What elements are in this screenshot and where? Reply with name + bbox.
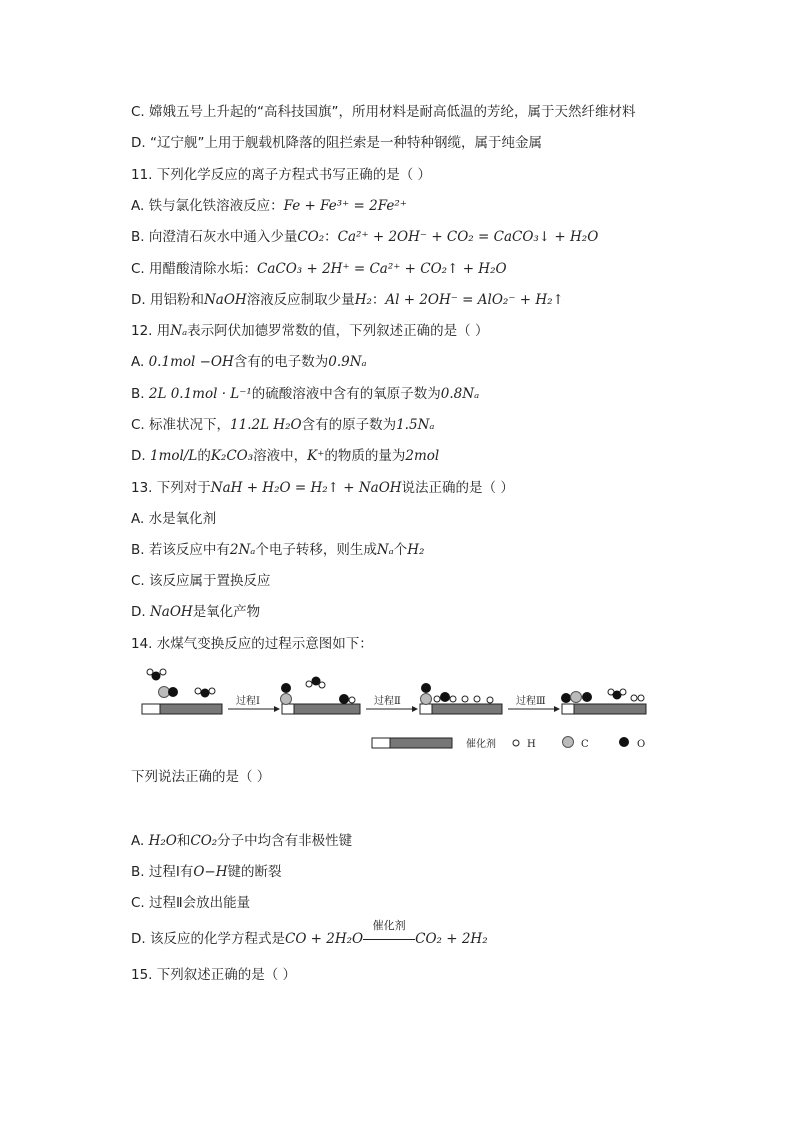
q13-option-a: A. 水是氧化剂 bbox=[131, 511, 217, 527]
q12-option-b bbox=[131, 385, 479, 403]
arrow-step-2 bbox=[366, 694, 418, 712]
label: ： bbox=[324, 229, 338, 245]
formula: CO₂ bbox=[190, 833, 218, 849]
catalyst-stage-1 bbox=[142, 704, 222, 714]
stage-1-molecules bbox=[147, 669, 215, 698]
formula: 1.5Nₐ bbox=[396, 417, 435, 433]
label: 含有的原子数为 bbox=[301, 417, 397, 433]
label: A. bbox=[131, 833, 149, 849]
stage-3-molecules bbox=[421, 683, 494, 705]
formula: K₂CO₃ bbox=[210, 448, 254, 464]
q13-option-b bbox=[131, 541, 424, 559]
equation: Fe + Fe³⁺ = 2Fe²⁺ bbox=[283, 198, 407, 214]
label: D. bbox=[131, 448, 150, 464]
legend-h: H bbox=[527, 739, 536, 750]
question-12 bbox=[131, 322, 488, 340]
formula: 11.2L H₂O bbox=[230, 417, 302, 433]
q14-option-c: C. 过程Ⅱ会放出能量 bbox=[131, 895, 251, 911]
q14-option-d bbox=[131, 919, 488, 948]
label: 的 bbox=[197, 448, 211, 464]
label: 分子中均含有非极性键 bbox=[217, 833, 353, 849]
q11-option-d: D. 用铝粉和NaOH溶液反应制取少量H₂：Al + 2OH⁻ = AlO₂⁻ + H₂↑ bbox=[131, 292, 564, 308]
step-1-label: 过程Ⅰ bbox=[236, 696, 260, 707]
formula: CO₂ bbox=[297, 229, 325, 245]
formula: CO + 2H₂O bbox=[284, 931, 364, 947]
q11-option-b bbox=[131, 228, 598, 246]
q11-option-a bbox=[131, 197, 407, 215]
catalyst-stage-4 bbox=[562, 704, 646, 714]
q11-option-c bbox=[131, 260, 507, 278]
formula: NaOH bbox=[149, 604, 193, 620]
label: B. 向澄清石灰水中通入少量 bbox=[131, 229, 298, 245]
stage-4-molecules bbox=[561, 689, 644, 703]
catalyst-label: 催化剂 bbox=[372, 919, 406, 932]
formula: Nₐ bbox=[170, 323, 188, 339]
label: 含有的电子数为 bbox=[233, 354, 329, 370]
formula: 0.9Nₐ bbox=[328, 354, 367, 370]
label: 的物质的量为 bbox=[324, 448, 406, 464]
label: C. 标准状况下， bbox=[131, 417, 231, 433]
label: B. bbox=[131, 386, 149, 402]
question-11: 11. 下列化学反应的离子方程式书写正确的是（ ） bbox=[131, 167, 432, 183]
label: D. 用铝粉和 bbox=[131, 292, 204, 308]
label: 的硫酸溶液中含有的氧原子数为 bbox=[251, 386, 441, 402]
formula: 1mol/L bbox=[149, 448, 198, 464]
water-gas-shift-diagram bbox=[140, 660, 660, 755]
formula: CO₂ + 2H₂ bbox=[415, 931, 488, 947]
formula: H₂ bbox=[354, 292, 372, 308]
label: A. bbox=[131, 354, 149, 370]
diagram-legend bbox=[372, 737, 645, 751]
label: D. 该反应的化学方程式是 bbox=[131, 931, 285, 947]
catalyst-stage-2 bbox=[282, 704, 360, 714]
arrow-step-1 bbox=[228, 694, 280, 712]
step-3-label: 过程Ⅲ bbox=[516, 696, 546, 707]
label: D. bbox=[131, 604, 150, 620]
label: 溶液反应制取少量 bbox=[246, 292, 355, 308]
question-15: 15. 下列叙述正确的是（ ） bbox=[131, 967, 297, 983]
label: B. 过程Ⅰ有 bbox=[131, 864, 194, 880]
formula: 0.8Nₐ bbox=[440, 386, 480, 402]
catalyst-condition bbox=[363, 919, 415, 948]
stage-2-molecules bbox=[281, 677, 356, 705]
formula: O−H bbox=[193, 864, 228, 880]
equation: NaH + H₂O = H₂↑ + NaOH bbox=[210, 480, 402, 496]
legend-c-swatch bbox=[563, 737, 574, 748]
legend-h-swatch bbox=[513, 740, 519, 746]
formula: Nₐ bbox=[376, 542, 394, 558]
label: C. 用醋酸清除水垢： bbox=[131, 261, 258, 277]
q12-option-c bbox=[131, 416, 434, 434]
formula: K⁺ bbox=[307, 448, 325, 464]
q12-option-a bbox=[131, 353, 367, 371]
formula: H₂O bbox=[148, 833, 177, 849]
equation: Ca²⁺ + 2OH⁻ + CO₂ = CaCO₃↓ + H₂O bbox=[337, 229, 599, 245]
label: 说法正确的是（ ） bbox=[401, 480, 514, 496]
label: 个电子转移，则生成 bbox=[255, 542, 377, 558]
label: B. 若该反应中有 bbox=[131, 542, 230, 558]
question-13 bbox=[131, 479, 514, 497]
q13-option-d bbox=[131, 603, 260, 621]
formula: 2L 0.1mol · L⁻¹ bbox=[148, 386, 252, 402]
formula: H₂ bbox=[407, 542, 425, 558]
catalyst-stage-3 bbox=[420, 704, 502, 714]
label: 溶液中， bbox=[253, 448, 308, 464]
label: 12. 用 bbox=[131, 323, 171, 339]
option-d-q10: D. “辽宁舰”上用于舰载机降落的阻拦索是一种特种钢缆，属于纯金属 bbox=[131, 135, 542, 151]
q12-option-d bbox=[131, 447, 439, 465]
q14-option-a bbox=[131, 832, 352, 850]
label: A. 铁与氯化铁溶液反应： bbox=[131, 198, 284, 214]
formula: 0.1mol −OH bbox=[148, 354, 234, 370]
formula: NaOH bbox=[203, 292, 247, 308]
arrow-step-3 bbox=[508, 694, 560, 712]
legend-o-swatch bbox=[619, 737, 629, 747]
equation: Al + 2OH⁻ = AlO₂⁻ + H₂↑ bbox=[385, 292, 564, 308]
q14-option-b bbox=[131, 863, 281, 881]
label: 和 bbox=[176, 833, 191, 849]
formula: 2mol bbox=[405, 448, 440, 464]
label: 表示阿伏加德罗常数的值，下列叙述正确的是（ ） bbox=[187, 323, 489, 339]
option-c-q10: C. 嫦娥五号上升起的“高科技国旗”，所用材料是耐高低温的芳纶，属于天然纤维材料 bbox=[131, 104, 636, 120]
q14-stem: 下列说法正确的是（ ） bbox=[131, 769, 271, 785]
legend-o: O bbox=[637, 739, 646, 750]
label: 键的断裂 bbox=[227, 864, 282, 880]
label: 13. 下列对于 bbox=[131, 480, 211, 496]
step-2-label: 过程Ⅱ bbox=[374, 696, 401, 707]
label: 个 bbox=[393, 542, 408, 558]
q13-option-c: C. 该反应属于置换反应 bbox=[131, 573, 271, 589]
equation: CaCO₃ + 2H⁺ = Ca²⁺ + CO₂↑ + H₂O bbox=[257, 261, 507, 277]
legend-c: C bbox=[581, 739, 589, 750]
label: 是氧化产物 bbox=[192, 604, 261, 620]
formula: 2Nₐ bbox=[229, 542, 256, 558]
legend-catalyst: 催化剂 bbox=[466, 739, 496, 750]
question-14: 14. 水煤气变换反应的过程示意图如下： bbox=[131, 636, 373, 652]
